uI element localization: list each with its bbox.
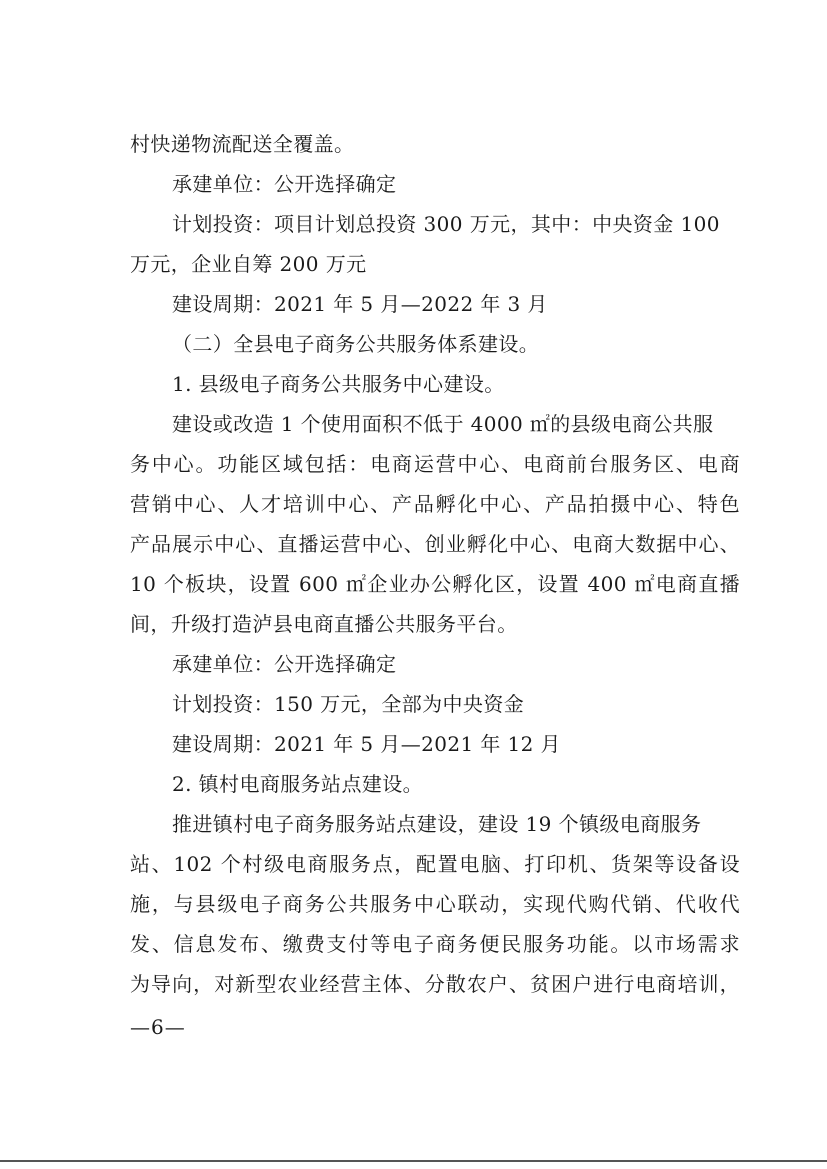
paragraph-line: 营销中心、人才培训中心、产品孵化中心、产品拍摄中心、特色 (130, 492, 740, 516)
paragraph-line: 间，升级打造泸县电商直播公共服务平台。 (130, 612, 518, 636)
paragraph-line: 为导向，对新型农业经营主体、分散农户、贫困户进行电商培训， (130, 972, 740, 996)
paragraph-line: 建设周期：2021 年 5 月—2022 年 3 月 (172, 292, 548, 316)
paragraph-line: 计划投资：项目计划总投资 300 万元，其中：中央资金 100 (172, 212, 720, 236)
paragraph-line: 施，与县级电子商务公共服务中心联动，实现代购代销、代收代 (130, 892, 740, 916)
page-number: —6— (130, 1015, 186, 1039)
paragraph-line: 建设周期：2021 年 5 月—2021 年 12 月 (172, 732, 561, 756)
bottom-border (0, 1160, 827, 1162)
paragraph-line: 计划投资：150 万元，全部为中央资金 (172, 692, 525, 716)
paragraph-line: 承建单位：公开选择确定 (172, 172, 397, 196)
paragraph-line: 站、102 个村级电商服务点，配置电脑、打印机、货架等设备设 (130, 852, 740, 876)
paragraph-line: 产品展示中心、直播运营中心、创业孵化中心、电商大数据中心、 (130, 532, 740, 556)
section-heading: （二）全县电子商务公共服务体系建设。 (172, 332, 540, 356)
subsection-heading: 2. 镇村电商服务站点建设。 (172, 772, 424, 796)
paragraph-line: 推进镇村电子商务服务站点建设，建设 19 个镇级电商服务 (172, 812, 702, 836)
paragraph-line: 建设或改造 1 个使用面积不低于 4000 ㎡的县级电商公共服 (172, 412, 714, 436)
paragraph-line: 务中心。功能区域包括：电商运营中心、电商前台服务区、电商 (130, 452, 740, 476)
paragraph-line: 村快递物流配送全覆盖。 (130, 132, 355, 156)
subsection-heading: 1. 县级电子商务公共服务中心建设。 (172, 372, 505, 396)
paragraph-line: 发、信息发布、缴费支付等电子商务便民服务功能。以市场需求 (130, 932, 740, 956)
paragraph-line: 万元，企业自筹 200 万元 (130, 252, 367, 276)
paragraph-line: 10 个板块，设置 600 ㎡企业办公孵化区，设置 400 ㎡电商直播 (130, 572, 740, 596)
paragraph-line: 承建单位：公开选择确定 (172, 652, 397, 676)
